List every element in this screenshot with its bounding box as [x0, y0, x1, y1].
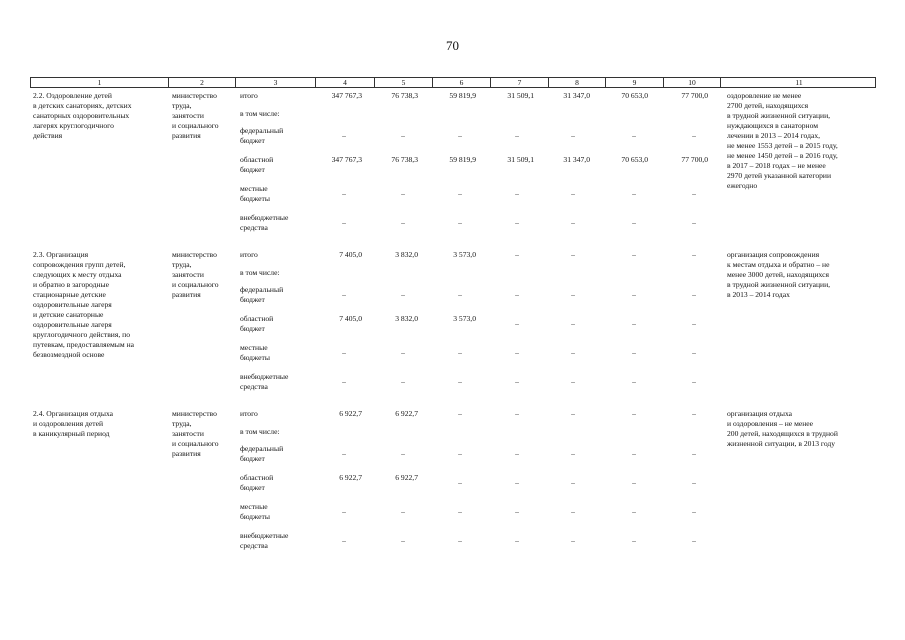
- value-cell: 3 832,0: [395, 250, 418, 259]
- value-dash: –: [632, 131, 636, 140]
- value-dash: –: [692, 377, 696, 386]
- executor: министерство труда, занятости и социального развития: [172, 250, 219, 299]
- value-dash: –: [458, 409, 462, 418]
- value-dash: –: [692, 536, 696, 545]
- value-dash: –: [632, 290, 636, 299]
- value-dash: –: [458, 131, 462, 140]
- value-dash: –: [632, 319, 636, 328]
- column-number-1: 1: [31, 78, 169, 87]
- value-cell: 6 922,7: [339, 473, 362, 482]
- value-dash: –: [458, 377, 462, 386]
- activity-name: 2.2. Оздоровление детей в детских санаториях, детских санаторных оздоровительных лагерях круглогодичного действия: [33, 91, 132, 140]
- value-dash: –: [571, 348, 575, 357]
- value-dash: –: [515, 348, 519, 357]
- funding-source-label: в том числе:: [240, 268, 280, 277]
- column-number-8: 8: [549, 78, 606, 87]
- funding-source-label: в том числе:: [240, 427, 280, 436]
- column-number-11: 11: [795, 78, 803, 87]
- value-dash: –: [401, 290, 405, 299]
- value-cell: 59 819,9: [449, 91, 476, 100]
- value-dash: –: [342, 536, 346, 545]
- value-dash: –: [692, 409, 696, 418]
- expected-result: организация сопровождения к местам отдыха и обратно – не менее 3000 детей, находящихся в трудной жизненной ситуации, в 2013 – 2014 годах: [727, 250, 831, 299]
- value-dash: –: [571, 449, 575, 458]
- value-dash: –: [632, 250, 636, 259]
- expected-result: оздоровление не менее 2700 детей, находящихся в трудной жизненной ситуации, нуждающихся в санаторном лечении в 2013 – 2014 годах, не менее 1553 детей – в 2015 году, не менее 1450 детей – в 2016 году, в 2017 – 2018 годах – не менее 2970 детей указанной категории ежегодно: [727, 91, 838, 190]
- value-dash: –: [515, 377, 519, 386]
- funding-source-label: федеральный бюджет: [240, 444, 284, 463]
- value-dash: –: [632, 409, 636, 418]
- value-dash: –: [458, 290, 462, 299]
- value-dash: –: [692, 250, 696, 259]
- value-dash: –: [632, 478, 636, 487]
- value-cell: 347 767,3: [331, 155, 362, 164]
- value-dash: –: [458, 218, 462, 227]
- value-cell: 347 767,3: [331, 91, 362, 100]
- funding-source-label: местные бюджеты: [240, 184, 270, 203]
- funding-source-label: в том числе:: [240, 109, 280, 118]
- value-cell: 7 405,0: [339, 314, 362, 323]
- value-dash: –: [571, 131, 575, 140]
- value-dash: –: [571, 319, 575, 328]
- value-cell: 76 738,3: [391, 155, 418, 164]
- value-dash: –: [632, 218, 636, 227]
- value-cell: 59 819,9: [449, 155, 476, 164]
- column-number-5: 5: [375, 78, 433, 87]
- value-cell: 31 347,0: [563, 155, 590, 164]
- funding-source-label: местные бюджеты: [240, 343, 270, 362]
- value-dash: –: [632, 449, 636, 458]
- funding-source-label: местные бюджеты: [240, 502, 270, 521]
- column-number-7: 7: [491, 78, 549, 87]
- value-dash: –: [515, 536, 519, 545]
- value-cell: 3 573,0: [453, 314, 476, 323]
- value-dash: –: [342, 218, 346, 227]
- value-dash: –: [692, 131, 696, 140]
- value-cell: 77 700,0: [681, 155, 708, 164]
- funding-source-label: областной бюджет: [240, 473, 274, 492]
- value-dash: –: [632, 348, 636, 357]
- page-number: 70: [446, 38, 459, 53]
- value-dash: –: [692, 189, 696, 198]
- value-dash: –: [401, 189, 405, 198]
- funding-source-label: внебюджетные средства: [240, 213, 289, 232]
- value-dash: –: [515, 189, 519, 198]
- value-cell: 31 509,1: [507, 155, 534, 164]
- activity-name: 2.3. Организация сопровождения групп детей, следующих к месту отдыха и обратно в загородные стационарные детские оздоровительные лагеря и детские санаторные оздоровительные лагеря круглогодичного действия, по путевкам, предоставляемым на безвозмездной основе: [33, 250, 134, 359]
- funding-source-label: итого: [240, 91, 258, 100]
- value-dash: –: [692, 319, 696, 328]
- funding-source-label: внебюджетные средства: [240, 372, 289, 391]
- column-number-header-row: [30, 77, 876, 88]
- value-dash: –: [458, 348, 462, 357]
- column-number-6: 6: [433, 78, 491, 87]
- value-dash: –: [632, 536, 636, 545]
- value-cell: 3 832,0: [395, 314, 418, 323]
- value-dash: –: [632, 507, 636, 516]
- value-cell: 76 738,3: [391, 91, 418, 100]
- value-dash: –: [692, 218, 696, 227]
- value-cell: 77 700,0: [681, 91, 708, 100]
- value-dash: –: [515, 507, 519, 516]
- value-dash: –: [458, 449, 462, 458]
- value-dash: –: [342, 348, 346, 357]
- value-dash: –: [632, 377, 636, 386]
- value-cell: 31 509,1: [507, 91, 534, 100]
- activity-name: 2.4. Организация отдыха и оздоровления детей в каникулярный период: [33, 409, 114, 438]
- value-cell: 6 922,7: [395, 409, 418, 418]
- value-cell: 70 653,0: [621, 155, 648, 164]
- value-dash: –: [342, 290, 346, 299]
- value-dash: –: [401, 218, 405, 227]
- value-dash: –: [515, 449, 519, 458]
- value-dash: –: [342, 507, 346, 516]
- value-dash: –: [401, 131, 405, 140]
- value-dash: –: [515, 250, 519, 259]
- value-dash: –: [571, 218, 575, 227]
- value-dash: –: [401, 536, 405, 545]
- value-dash: –: [571, 189, 575, 198]
- value-dash: –: [515, 218, 519, 227]
- value-dash: –: [692, 478, 696, 487]
- value-dash: –: [342, 377, 346, 386]
- column-number-9: 9: [606, 78, 664, 87]
- executor: министерство труда, занятости и социального развития: [172, 409, 219, 458]
- value-dash: –: [632, 189, 636, 198]
- value-dash: –: [401, 507, 405, 516]
- value-cell: 6 922,7: [339, 409, 362, 418]
- value-dash: –: [515, 131, 519, 140]
- value-dash: –: [401, 348, 405, 357]
- funding-source-label: областной бюджет: [240, 155, 274, 174]
- value-dash: –: [692, 348, 696, 357]
- column-number-10: 10: [664, 78, 721, 87]
- value-dash: –: [571, 250, 575, 259]
- value-dash: –: [692, 449, 696, 458]
- value-dash: –: [571, 536, 575, 545]
- value-dash: –: [458, 507, 462, 516]
- column-number-2: 2: [169, 78, 236, 87]
- value-dash: –: [401, 377, 405, 386]
- value-cell: 6 922,7: [395, 473, 418, 482]
- executor: министерство труда, занятости и социального развития: [172, 91, 219, 140]
- value-cell: 70 653,0: [621, 91, 648, 100]
- funding-source-label: федеральный бюджет: [240, 285, 284, 304]
- expected-result: организация отдыха и оздоровления – не менее 200 детей, находящихся в трудной жизненной ситуации, в 2013 году: [727, 409, 838, 448]
- value-dash: –: [342, 131, 346, 140]
- value-dash: –: [692, 290, 696, 299]
- value-dash: –: [342, 449, 346, 458]
- value-dash: –: [571, 377, 575, 386]
- value-dash: –: [458, 478, 462, 487]
- funding-source-label: итого: [240, 409, 258, 418]
- column-number-3: 3: [236, 78, 316, 87]
- value-dash: –: [515, 478, 519, 487]
- value-dash: –: [571, 409, 575, 418]
- value-dash: –: [515, 290, 519, 299]
- value-dash: –: [515, 319, 519, 328]
- funding-source-label: итого: [240, 250, 258, 259]
- value-dash: –: [692, 507, 696, 516]
- value-dash: –: [458, 536, 462, 545]
- value-cell: 31 347,0: [563, 91, 590, 100]
- value-dash: –: [515, 409, 519, 418]
- value-dash: –: [571, 290, 575, 299]
- value-cell: 3 573,0: [453, 250, 476, 259]
- value-dash: –: [571, 478, 575, 487]
- value-dash: –: [342, 189, 346, 198]
- value-dash: –: [401, 449, 405, 458]
- funding-source-label: федеральный бюджет: [240, 126, 284, 145]
- value-dash: –: [458, 189, 462, 198]
- value-dash: –: [571, 507, 575, 516]
- value-cell: 7 405,0: [339, 250, 362, 259]
- column-number-4: 4: [316, 78, 375, 87]
- funding-source-label: областной бюджет: [240, 314, 274, 333]
- funding-source-label: внебюджетные средства: [240, 531, 289, 550]
